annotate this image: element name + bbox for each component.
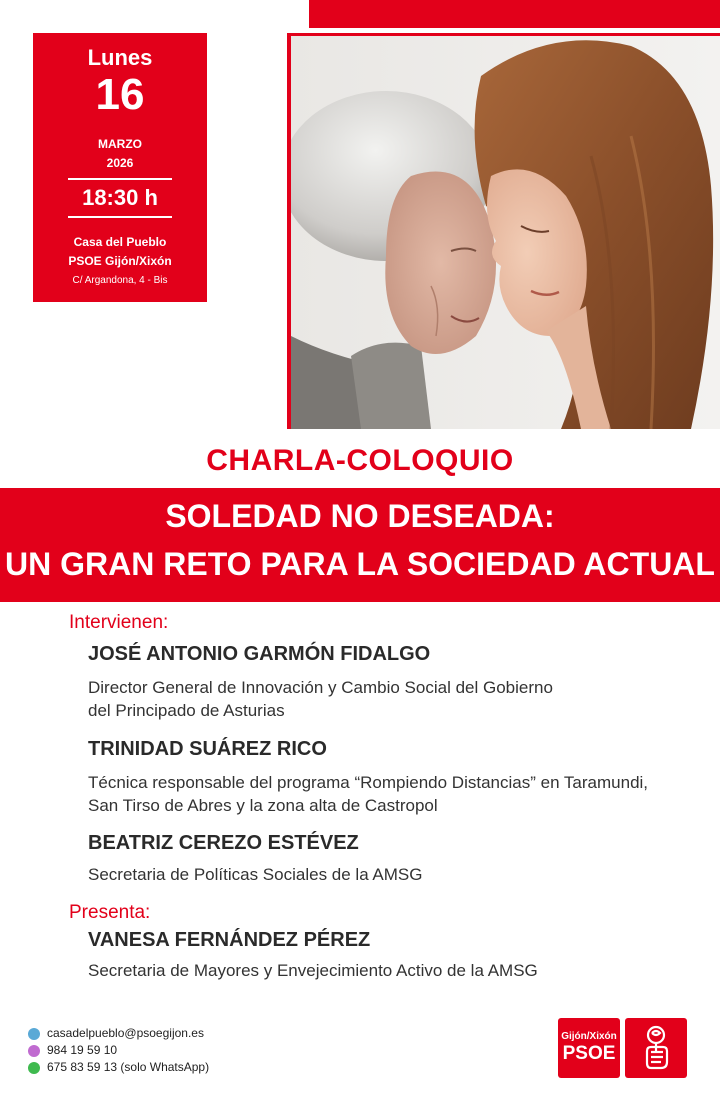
venue-name: Casa del Pueblo — [73, 235, 167, 249]
logo-city: Gijón/Xixón — [561, 1031, 617, 1042]
rose-fist-icon — [625, 1018, 687, 1078]
title-band — [0, 488, 720, 602]
presenter-label: Presenta: — [69, 902, 151, 923]
speaker-name: JOSÉ ANTONIO GARMÓN FIDALGO — [88, 643, 431, 665]
photo-illustration — [291, 36, 720, 429]
speaker-name: BEATRIZ CEREZO ESTÉVEZ — [88, 832, 359, 854]
venue-address: C/ Argandona, 4 - Bis — [72, 275, 168, 286]
presenter-role: Secretaria de Mayores y Envejecimiento Activo de la AMSG — [88, 961, 538, 980]
email-text[interactable]: casadelpueblo@psoegijon.es — [47, 1026, 204, 1040]
top-accent-bar — [309, 0, 720, 28]
speaker-role: Secretaria de Políticas Sociales de la AMSG — [88, 865, 423, 884]
speaker-role: Director General de Innovación y Cambio Social del Gobierno — [88, 678, 553, 697]
speaker-role: Técnica responsable del programa “Rompiendo Distancias” en Taramundi, — [88, 773, 649, 792]
event-day: 16 — [95, 70, 145, 119]
divider — [68, 216, 172, 218]
logo-emblem-box — [625, 1018, 687, 1078]
contact-email — [28, 1026, 204, 1040]
email-icon — [28, 1028, 40, 1040]
photo-frame — [287, 33, 720, 429]
speaker-name: TRINIDAD SUÁREZ RICO — [88, 738, 327, 760]
event-year: 2026 — [106, 156, 134, 170]
contact-whatsapp — [28, 1060, 209, 1074]
event-title-line2: UN GRAN RETO PARA LA SOCIEDAD ACTUAL — [5, 546, 715, 582]
speakers-label: Intervienen: — [69, 612, 169, 633]
contact-phone — [28, 1043, 117, 1057]
speaker-role: del Principado de Asturias — [88, 701, 285, 720]
phone-text[interactable]: 984 19 59 10 — [47, 1043, 118, 1057]
speaker-role: San Tirso de Abres y la zona alta de Castropol — [88, 796, 438, 815]
whatsapp-icon — [28, 1062, 40, 1074]
venue-org: PSOE Gijón/Xixón — [68, 254, 172, 268]
whatsapp-text[interactable]: 675 83 59 13 (solo WhatsApp) — [47, 1060, 210, 1074]
date-card — [33, 33, 207, 302]
event-month: MARZO — [98, 137, 142, 151]
event-title-line1: SOLEDAD NO DESEADA: — [165, 498, 555, 534]
elderly-and-young-woman-photo — [291, 36, 720, 429]
event-time: 18:30 h — [82, 185, 158, 210]
psoe-logo — [558, 1018, 620, 1078]
phone-icon — [28, 1045, 40, 1057]
divider — [68, 178, 172, 180]
presenter-name: VANESA FERNÁNDEZ PÉREZ — [88, 929, 371, 951]
event-weekday: Lunes — [87, 45, 153, 70]
logo-brand: PSOE — [562, 1043, 616, 1064]
event-type: CHARLA-COLOQUIO — [206, 444, 514, 477]
